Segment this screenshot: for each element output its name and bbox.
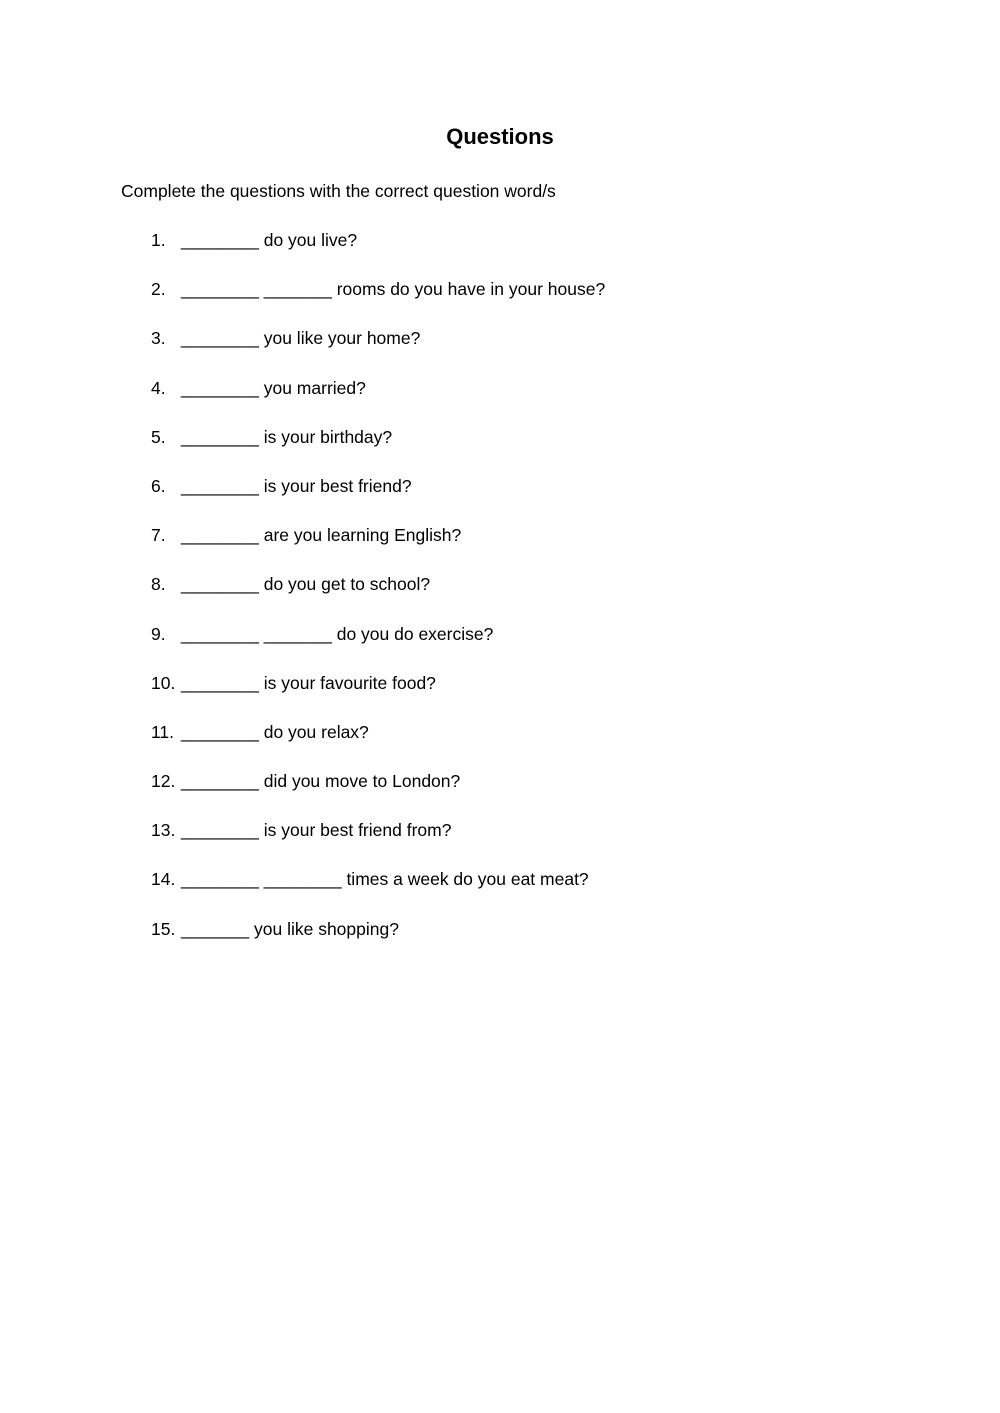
question-item-11 <box>0 719 1000 768</box>
question-text: ________ _______ rooms do you have in your house? <box>181 279 606 300</box>
question-text: ________ is your best friend? <box>181 475 412 496</box>
question-text: ________ are you learning English? <box>181 525 462 546</box>
question-text: ________ do you relax? <box>181 721 369 742</box>
question-item-15 <box>0 916 1000 965</box>
question-item-6 <box>0 473 1000 522</box>
question-number: 12. <box>151 771 176 792</box>
question-text: ________ do you get to school? <box>181 574 431 595</box>
question-item-5 <box>0 424 1000 473</box>
question-item-1 <box>0 227 1000 276</box>
page-title: Questions <box>446 124 554 149</box>
question-number: 3. <box>151 328 166 349</box>
question-item-14 <box>0 866 1000 915</box>
instructions-text: Complete the questions with the correct question word/s <box>121 181 556 201</box>
question-text: ________ you married? <box>181 377 366 398</box>
question-number: 15. <box>151 918 176 939</box>
question-item-4 <box>0 375 1000 424</box>
question-item-12 <box>0 768 1000 817</box>
question-text: ________ is your birthday? <box>181 426 393 447</box>
question-number: 7. <box>151 525 166 546</box>
question-number: 1. <box>151 230 166 250</box>
question-number: 13. <box>151 820 176 841</box>
question-number: 8. <box>151 574 166 595</box>
question-text: ________ ________ times a week do you eat meat? <box>181 869 589 890</box>
question-list <box>0 227 1000 965</box>
question-item-7 <box>0 522 1000 571</box>
question-text: ________ did you move to London? <box>181 771 461 792</box>
question-number: 14. <box>151 869 176 890</box>
question-number: 4. <box>151 377 166 398</box>
question-item-9 <box>0 621 1000 670</box>
question-item-13 <box>0 817 1000 866</box>
question-number: 6. <box>151 475 166 496</box>
question-text: ________ you like your home? <box>181 328 421 349</box>
question-item-3 <box>0 325 1000 374</box>
question-text: ________ _______ do you do exercise? <box>181 623 494 644</box>
question-item-10 <box>0 670 1000 719</box>
question-number: 5. <box>151 426 166 447</box>
question-text: ________ is your best friend from? <box>181 820 452 841</box>
question-number: 11. <box>151 721 175 742</box>
question-item-8 <box>0 571 1000 620</box>
question-text: _______ you like shopping? <box>181 918 399 939</box>
question-number: 10. <box>151 672 176 693</box>
question-number: 2. <box>151 279 166 300</box>
question-item-2 <box>0 276 1000 325</box>
question-number: 9. <box>151 623 166 644</box>
question-text: ________ is your favourite food? <box>181 672 436 693</box>
question-text: ________ do you live? <box>181 230 358 250</box>
